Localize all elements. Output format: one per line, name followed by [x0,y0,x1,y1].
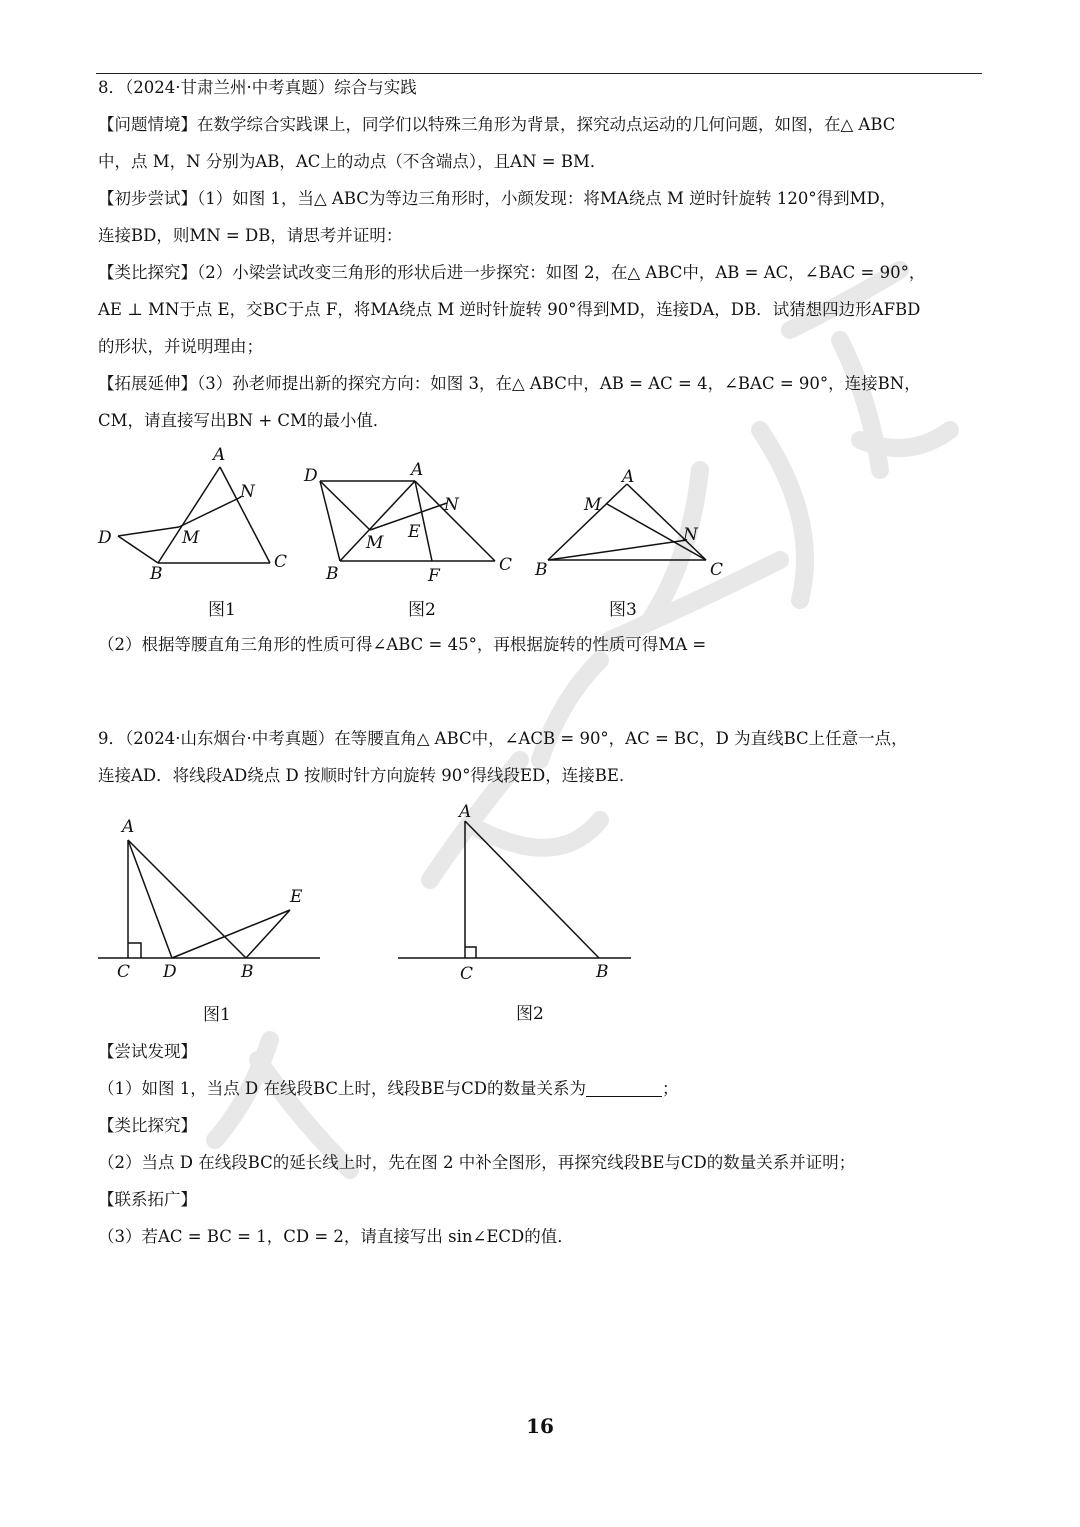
fig-label: B [326,564,339,584]
q8-part2-line3: 的形状，并说明理由； [98,337,263,356]
fig-label: N [444,495,459,515]
q8-solution-part2: （2）根据等腰直角三角形的性质可得∠ABC = 45°，再根据旋转的性质可得MA = [98,635,707,654]
q8-caption-3: 图3 [609,600,637,620]
fig-label: N [240,482,255,502]
fig-label: E [290,887,303,907]
q8-context-line2: 中，点 M，N 分别为AB，AC上的动点（不含端点），且AN = BM． [98,152,607,171]
q9-title-line1: 9．（2024·山东烟台·中考真题）在等腰直角△ ABC中，∠ACB = 90°，AC = BC，D 为直线BC上任意一点， [98,729,908,748]
fig-label: A [411,460,424,480]
q9-part2: （2）当点 D 在线段BC的延长线上时，先在图 2 中补全图形，再探究线段BE与CD的数量关系并证明； [98,1153,856,1172]
fig-label: D [163,962,177,982]
q9-title-line2: 连接AD．将线段AD绕点 D 按顺时针方向旋转 90°得线段ED，连接BE． [98,766,636,785]
q9-section-extend: 【联系拓广】 [98,1190,197,1209]
q8-caption-2: 图2 [408,600,436,620]
fig-label: M [366,533,384,553]
q9-caption-1: 图1 [203,1005,231,1025]
q9-section-try: 【尝试发现】 [98,1042,197,1061]
fig-label: M [182,528,200,548]
fig-label: D [98,528,112,548]
fig-label: N [683,525,698,545]
q8-figure-1 [90,440,300,590]
fig-label: B [535,560,548,580]
fig-label: B [596,962,609,982]
fig-label: D [304,466,318,486]
fig-label: C [117,962,131,982]
fig-label: A [122,817,135,837]
fig-label: C [499,555,513,575]
q9-part3: （3）若AC = BC = 1，CD = 2，请直接写出 sin∠ECD的值． [98,1227,574,1246]
q8-figure-2 [300,458,520,588]
fig-label: C [710,560,724,580]
fig-label: B [150,564,163,584]
q8-context-line1: 【问题情境】在数学综合实践课上，同学们以特殊三角形为背景，探究动点运动的几何问题，如图，在△ ABC [98,115,896,134]
fig-label: B [241,962,254,982]
fig-label: F [428,566,440,586]
fig-label: M [584,495,602,515]
header-rule [96,73,982,74]
q9-part1 [98,1077,679,1101]
answer-blank[interactable] [586,1078,662,1097]
q9-figure-1 [90,810,330,990]
q8-part3-line2: CM，请直接写出BN + CM的最小值． [98,411,390,430]
q9-section-analogy: 【类比探究】 [98,1116,197,1135]
q9-part1-text: （1）如图 1，当点 D 在线段BC上时，线段BE与CD的数量关系为 [98,1079,587,1098]
q8-part3-line1: 【拓展延伸】（3）孙老师提出新的探究方向：如图 3，在△ ABC中，AB = AC = 4，∠BAC = 90°，连接BN， [98,374,921,393]
q8-part2-line2: AE ⊥ MN于点 E，交BC于点 F，将MA绕点 M 逆时针旋转 90°得到MD，连接DA，DB．试猜想四边形AFBD [98,300,921,319]
fig-label: E [408,522,421,542]
fig-label: C [460,964,474,984]
q8-figure-3 [530,460,750,590]
q9-part1-end: ； [662,1079,679,1098]
q8-part2-line1: 【类比探究】（2）小梁尝试改变三角形的形状后进一步探究：如图 2，在△ ABC中，AB = AC，∠BAC = 90°， [98,263,926,282]
fig-label: A [622,467,635,487]
q9-caption-2: 图2 [516,1004,544,1024]
fig-label: C [274,552,288,572]
fig-label: A [459,802,472,822]
q8-part1-line2: 连接BD，则MN = DB，请思考并证明： [98,226,403,245]
q8-part1-line1: 【初步尝试】（1）如图 1，当△ ABC为等边三角形时，小颜发现：将MA绕点 M 逆时针旋转 120°得到MD， [98,189,897,208]
q9-figure-2 [390,795,640,995]
q8-caption-1: 图1 [208,600,236,620]
page-number: 16 [526,1414,554,1438]
fig-label: A [213,445,226,465]
q8-title: 8．（2024·甘肃兰州·中考真题）综合与实践 [98,78,417,97]
